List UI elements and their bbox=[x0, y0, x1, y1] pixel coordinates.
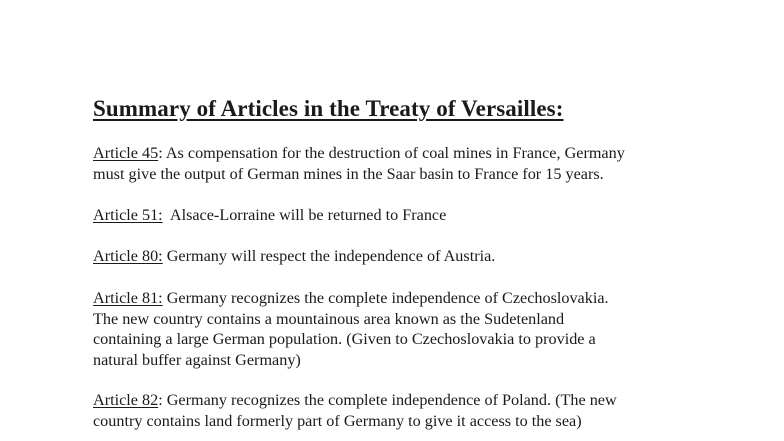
article-label: Article 51: bbox=[93, 206, 163, 224]
article-label: Article 80: bbox=[93, 247, 163, 265]
article-label: Article 45 bbox=[93, 144, 159, 162]
article-text: As compensation for the destruction of coal mines in France, Germany bbox=[165, 144, 625, 162]
article-separator: : bbox=[158, 391, 167, 409]
article-line: must give the output of German mines in the Saar basin to France for 15 years. bbox=[93, 164, 604, 183]
article-line bbox=[93, 288, 753, 309]
article-text: Germany will respect the independence of Austria. bbox=[166, 247, 496, 265]
article-82 bbox=[93, 390, 753, 431]
article-45 bbox=[93, 143, 753, 184]
article-text: Germany recognizes the complete independence of Poland. (The new bbox=[166, 391, 617, 409]
document-title: Summary of Articles in the Treaty of Versailles: bbox=[93, 96, 564, 121]
article-text: Alsace-Lorraine will be returned to France bbox=[169, 206, 447, 224]
article-line: natural buffer against Germany) bbox=[93, 350, 301, 369]
article-text: Germany recognizes the complete independence of Czechoslovakia. bbox=[166, 289, 609, 307]
article-81 bbox=[93, 288, 753, 370]
article-line bbox=[93, 205, 753, 226]
article-separator bbox=[163, 206, 170, 224]
article-80 bbox=[93, 246, 753, 267]
article-51 bbox=[93, 205, 753, 226]
article-separator: : bbox=[158, 144, 166, 162]
article-line bbox=[93, 143, 753, 164]
article-line bbox=[93, 246, 753, 267]
article-line bbox=[93, 390, 753, 411]
article-label: Article 81: bbox=[93, 289, 163, 307]
article-line: containing a large German population. (Given to Czechoslovakia to provide a bbox=[93, 330, 596, 348]
article-label: Article 82 bbox=[93, 391, 159, 409]
article-line: The new country contains a mountainous area known as the Sudetenland bbox=[93, 309, 565, 328]
article-line: country contains land formerly part of Germany to give it access to the sea) bbox=[93, 411, 582, 430]
